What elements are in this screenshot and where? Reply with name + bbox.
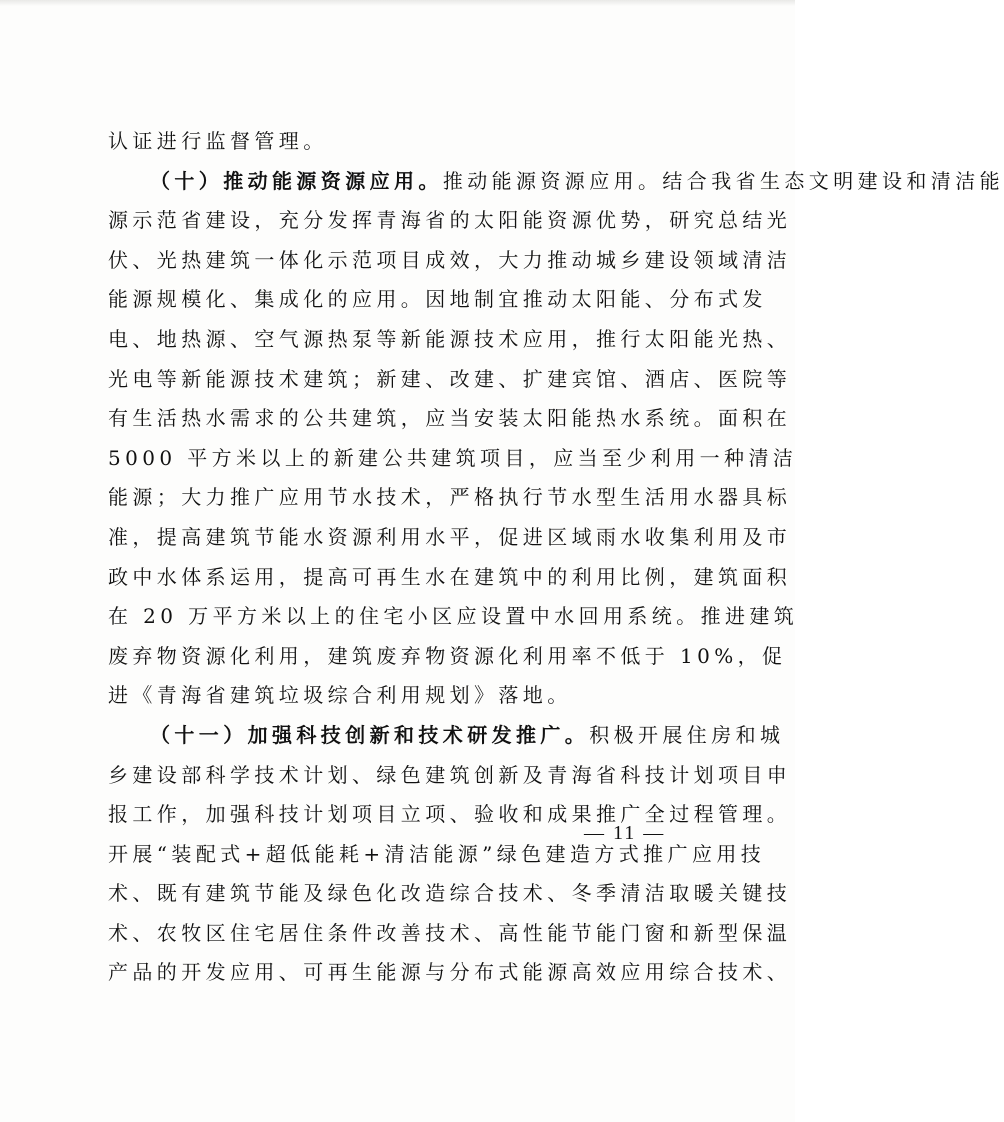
text-line: 术、既有建筑节能及绿色化改造综合技术、冬季清洁取暖关键技: [108, 881, 792, 906]
scan-edge: [0, 0, 795, 6]
text-line: 5000 平方米以上的新建公共建筑项目，应当至少利用一种清洁: [108, 445, 798, 470]
section-11-paragraph-start: [108, 716, 785, 756]
text-line: 推动能源资源应用。结合我省生态文明建设和清洁能: [442, 168, 1004, 193]
document-body: [108, 122, 1004, 993]
text-line: 源示范省建设，充分发挥青海省的太阳能资源优势，研究总结光: [108, 208, 792, 233]
section-10-heading: （十）推动能源资源应用。: [150, 168, 443, 193]
text-line: 开展“装配式+超低能耗+清洁能源”绿色建造方式推广应用技: [108, 841, 766, 866]
text-line: 在 20 万平方米以上的住宅小区应设置中水回用系统。推进建筑: [108, 604, 799, 629]
text-line: 认证进行监督管理。: [108, 129, 328, 153]
section-11-heading: （十一）加强科技创新和技术研发推广。: [150, 722, 590, 747]
text-line: 伏、光热建筑一体化示范项目成效，大力推动城乡建设领域清洁: [108, 247, 792, 272]
text-line: 乡建设部科学技术计划、绿色建筑创新及青海省科技计划项目申: [108, 762, 792, 787]
text-line: 能源规模化、集成化的应用。因地制宜推动太阳能、分布式发: [108, 287, 767, 312]
text-line: 废弃物资源化利用，建筑废弃物资源化利用率不低于 10%，促: [108, 643, 787, 668]
text-line: 准，提高建筑节能水资源利用水平，促进区域雨水收集利用及市: [108, 524, 792, 549]
text-line: 积极开展住房和城: [589, 722, 785, 747]
section-10-paragraph-start: [108, 162, 1004, 202]
text-line: 能源；大力推广应用节水技术，严格执行节水型生活用水器具标: [108, 485, 792, 510]
page-number: — 11 —: [584, 822, 666, 844]
text-line: 产品的开发应用、可再生能源与分布式能源高效应用综合技术、: [108, 960, 792, 985]
text-line: 术、农牧区住宅居住条件改善技术、高性能节能门窗和新型保温: [108, 920, 792, 945]
text-line: 报工作，加强科技计划项目立项、验收和成果推广全过程管理。: [108, 802, 792, 827]
text-line: 有生活热水需求的公共建筑，应当安装太阳能热水系统。面积在: [108, 406, 792, 431]
text-line: 进《青海省建筑垃圾综合利用规划》落地。: [108, 683, 572, 708]
text-line: 光电等新能源技术建筑；新建、改建、扩建宾馆、酒店、医院等: [108, 366, 792, 391]
text-line: 电、地热源、空气源热泵等新能源技术应用，推行太阳能光热、: [108, 326, 792, 351]
text-line: 政中水体系运用，提高可再生水在建筑中的利用比例，建筑面积: [108, 564, 792, 589]
